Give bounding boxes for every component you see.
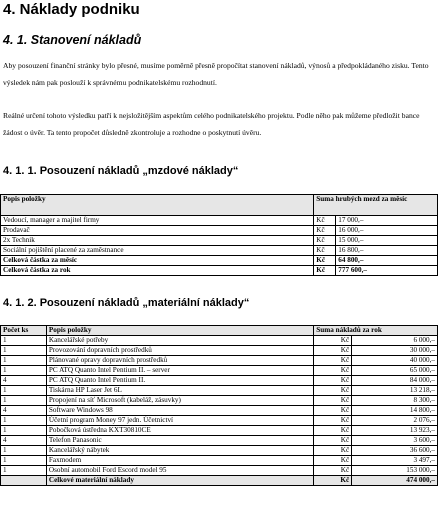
row-amount: 3 600,– — [352, 436, 438, 446]
row-item: Kancelářský nábytek — [46, 446, 313, 456]
table-row — [1, 386, 438, 396]
row-amount: 13 923,– — [352, 426, 438, 436]
table-row — [1, 356, 438, 366]
total-count — [1, 476, 47, 486]
second-paragraph: Reálné určení tohoto výsledku patří k nejsložitějším aspektům celého podnikatelského projektu. Podle něho pak můžeme předložit bance žádost o úvěr. Ta tento propočet důsledně zkontroluje a rozhodne o poskytnutí úvěru. — [3, 111, 420, 137]
row-currency: Kč — [314, 346, 352, 356]
row-item: Faxmodem — [46, 456, 313, 466]
row-amount: 30 000,– — [352, 346, 438, 356]
row-currency: Kč — [314, 426, 352, 436]
row-count: 1 — [1, 336, 47, 346]
total-amount: 474 000,– — [352, 476, 438, 486]
table-row — [1, 426, 438, 436]
total-label: Celková částka za rok — [1, 266, 314, 276]
table-row — [1, 446, 438, 456]
row-item: Účetní program Money 97 jedn. Účetnictví — [46, 416, 313, 426]
row-currency: Kč — [314, 416, 352, 426]
total-currency: Kč — [314, 476, 352, 486]
row-currency: Kč — [314, 406, 352, 416]
wage-costs-table — [0, 194, 438, 276]
total-row — [1, 476, 438, 486]
table-row — [1, 376, 438, 386]
row-item: Provozování dopravních prostředků — [46, 346, 313, 356]
total-currency: Kč — [314, 256, 336, 266]
row-amount: 36 600,– — [352, 446, 438, 456]
row-item: Sociální pojištění placené za zaměstnance — [1, 246, 314, 256]
row-item: Software Windows 98 — [46, 406, 313, 416]
column-header-item: Popis položky — [1, 195, 314, 216]
table-row — [1, 466, 438, 476]
row-amount: 13 218,– — [352, 386, 438, 396]
row-item: Tiskárna HP Laser Jet 6L — [46, 386, 313, 396]
table-row — [1, 406, 438, 416]
intro-paragraph: Aby posouzení finanční stránky bylo přesné, musíme poměrně přesně propočítat stanovení nákladů, výnosů a předpokládaného zisku. Tento výsledek nám pak poslouží k správnému podnikatelskému rozhodnutí. — [3, 61, 429, 87]
row-amount: 84 000,– — [352, 376, 438, 386]
row-count: 1 — [1, 356, 47, 366]
table-header-row — [1, 326, 438, 336]
table-row — [1, 336, 438, 346]
chapter-heading: 4. Náklady podniku — [3, 1, 140, 18]
row-item: Telefon Panasonic — [46, 436, 313, 446]
row-item: Plánované opravy dopravních prostředků — [46, 356, 313, 366]
row-amount: 16 800,– — [336, 246, 438, 256]
total-currency: Kč — [314, 266, 336, 276]
row-amount: 153 000,– — [352, 466, 438, 476]
row-currency: Kč — [314, 376, 352, 386]
row-amount: 17 000,– — [336, 216, 438, 226]
row-item: Osobní automobil Ford Escord model 95 — [46, 466, 313, 476]
row-count: 1 — [1, 446, 47, 456]
table-row — [1, 216, 438, 226]
row-currency: Kč — [314, 336, 352, 346]
row-amount: 2 076,– — [352, 416, 438, 426]
total-month-row — [1, 256, 438, 266]
row-count: 1 — [1, 466, 47, 476]
row-amount: 14 800,– — [352, 406, 438, 416]
table-header-row — [1, 195, 438, 216]
wage-costs-heading: 4. 1. 1. Posouzení nákladů „mzdové náklady“ — [3, 165, 239, 177]
row-amount: 8 300,– — [352, 396, 438, 406]
total-year-row — [1, 266, 438, 276]
row-item: Propojení na síť Microsoft (kabeláž, zásuvky) — [46, 396, 313, 406]
row-currency: Kč — [314, 366, 352, 376]
row-amount: 6 000,– — [352, 336, 438, 346]
row-currency: Kč — [314, 466, 352, 476]
table-row — [1, 246, 438, 256]
row-currency: Kč — [314, 456, 352, 466]
total-label: Celková částka za měsíc — [1, 256, 314, 266]
table-row — [1, 366, 438, 376]
column-header-count: Počet ks — [1, 326, 47, 336]
material-costs-heading: 4. 1. 2. Posouzení nákladů „materiální náklady“ — [3, 297, 250, 309]
row-currency: Kč — [314, 446, 352, 456]
row-item: PC ATQ Quanto Intel Pentium II. — [46, 376, 313, 386]
table-row — [1, 456, 438, 466]
row-amount: 65 000,– — [352, 366, 438, 376]
table-row — [1, 236, 438, 246]
row-count: 1 — [1, 426, 47, 436]
row-currency: Kč — [314, 246, 336, 256]
row-amount: 16 000,– — [336, 226, 438, 236]
row-amount: 3 497,– — [352, 456, 438, 466]
row-count: 4 — [1, 406, 47, 416]
row-currency: Kč — [314, 236, 336, 246]
column-header-item: Popis položky — [46, 326, 313, 336]
row-currency: Kč — [314, 436, 352, 446]
table-row — [1, 436, 438, 446]
row-item: Pobočková ústředna KXT30810CE — [46, 426, 313, 436]
total-label: Celkové materiální náklady — [46, 476, 313, 486]
column-header-amount: Suma nákladů za rok — [314, 326, 438, 336]
table-row — [1, 226, 438, 236]
row-currency: Kč — [314, 356, 352, 366]
row-currency: Kč — [314, 386, 352, 396]
row-item: PC ATQ Quanto Intel Pentium II. – server — [46, 366, 313, 376]
table-row — [1, 396, 438, 406]
total-amount: 64 800,– — [336, 256, 438, 266]
row-item: Prodavač — [1, 226, 314, 236]
row-currency: Kč — [314, 226, 336, 236]
row-count: 1 — [1, 456, 47, 466]
row-count: 4 — [1, 436, 47, 446]
row-currency: Kč — [314, 216, 336, 226]
total-amount: 777 600,– — [336, 266, 438, 276]
table-row — [1, 416, 438, 426]
column-header-amount: Suma hrubých mezd za měsíc — [314, 195, 438, 216]
section-heading: 4. 1. Stanovení nákladů — [3, 33, 142, 47]
row-count: 1 — [1, 346, 47, 356]
row-amount: 15 000,– — [336, 236, 438, 246]
row-item: Kancelářské potřeby — [46, 336, 313, 346]
row-item: 2x Technik — [1, 236, 314, 246]
row-count: 1 — [1, 386, 47, 396]
row-item: Vedoucí, manager a majitel firmy — [1, 216, 314, 226]
row-amount: 40 000,– — [352, 356, 438, 366]
row-count: 1 — [1, 416, 47, 426]
row-count: 1 — [1, 396, 47, 406]
row-currency: Kč — [314, 396, 352, 406]
row-count: 4 — [1, 376, 47, 386]
material-costs-table — [0, 325, 438, 486]
row-count: 1 — [1, 366, 47, 376]
table-row — [1, 346, 438, 356]
